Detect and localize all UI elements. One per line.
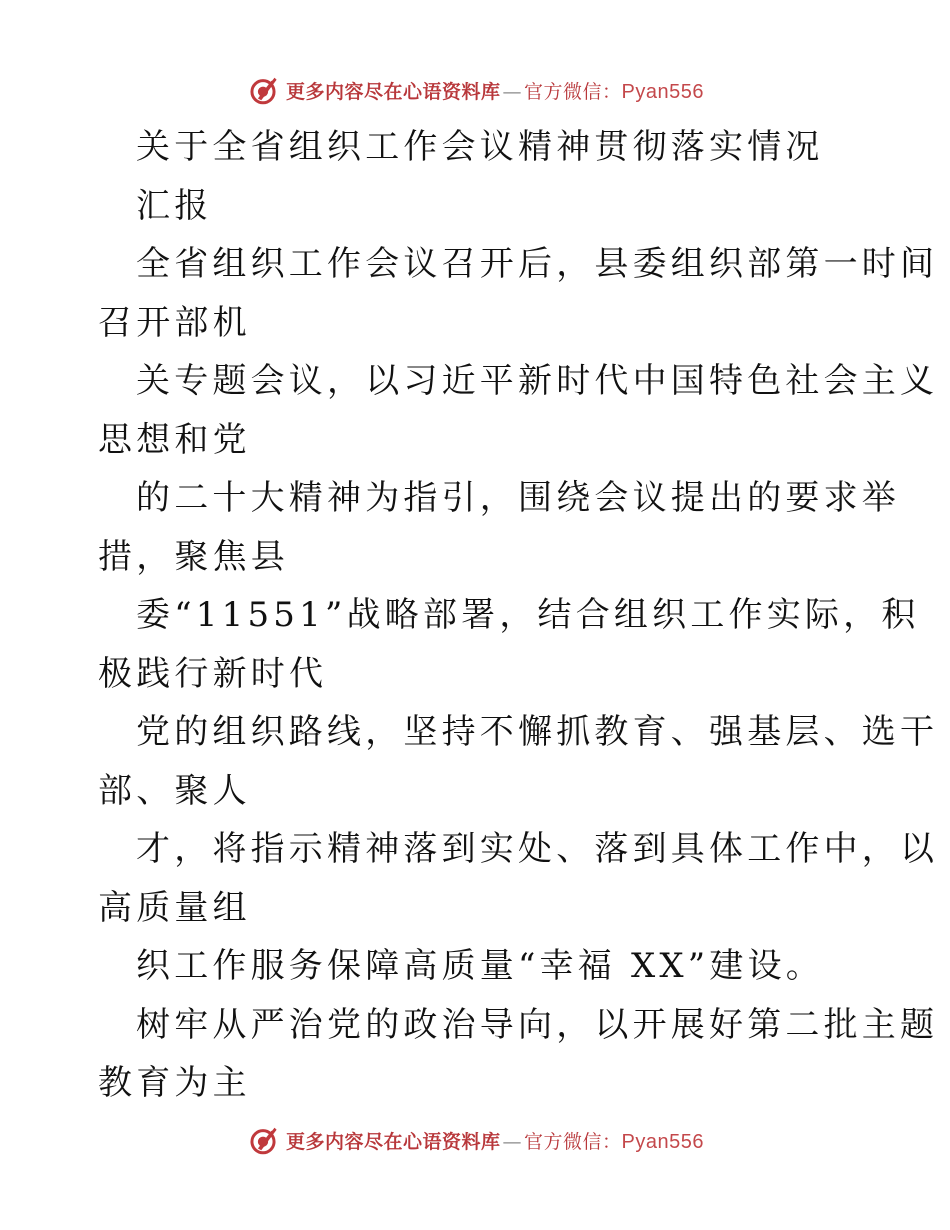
quill-logo-icon: [246, 73, 280, 107]
header-banner: [0, 70, 950, 110]
banner-wechat-handle: Pyan556: [621, 80, 704, 103]
document-line: 党的组织路线，坚持不懈抓教育、强基层、选干: [136, 712, 939, 752]
document-line: 部、聚人: [98, 770, 251, 811]
banner-text: [286, 1127, 704, 1154]
banner-wechat-label: 官方微信：: [524, 80, 622, 103]
banner-main-text: 更多内容尽在心语资料库: [286, 1130, 501, 1153]
document-line: 的二十大精神为指引，围绕会议提出的要求举: [136, 478, 900, 518]
footer-banner: [0, 1120, 950, 1160]
banner-dash: —: [502, 80, 523, 103]
banner-wechat-label: 官方微信：: [524, 1130, 622, 1153]
document-line: 才，将指示精神落到实处、落到具体工作中，以: [136, 829, 939, 869]
document-line: 思想和党: [98, 419, 251, 460]
document-line: 措，聚焦县: [98, 536, 289, 577]
banner-main-text: 更多内容尽在心语资料库: [286, 80, 501, 103]
banner-dash: —: [502, 1130, 523, 1153]
document-line: 极践行新时代: [98, 653, 328, 694]
document-line: 高质量组: [98, 887, 251, 928]
document-line: 树牢从严治党的政治导向，以开展好第二批主题: [136, 1004, 939, 1045]
document-body: [98, 118, 939, 1113]
document-line: 委“11551”战略部署，结合组织工作实际，积: [136, 595, 920, 635]
quill-logo-icon: [246, 1123, 280, 1157]
document-line: 全省组织工作会议召开后，县委组织部第一时间: [136, 244, 939, 284]
document-line: 汇报: [136, 185, 213, 226]
banner-text: [286, 77, 704, 104]
document-line: 召开部机: [98, 302, 251, 343]
document-line: 关于全省组织工作会议精神贯彻落实情况: [136, 127, 824, 167]
document-line: 教育为主: [98, 1063, 251, 1103]
document-line: 关专题会议，以习近平新时代中国特色社会主义: [136, 361, 939, 401]
banner-wechat-handle: Pyan556: [621, 1130, 704, 1153]
document-line: 织工作服务保障高质量“幸福 XX”建设。: [136, 946, 824, 986]
